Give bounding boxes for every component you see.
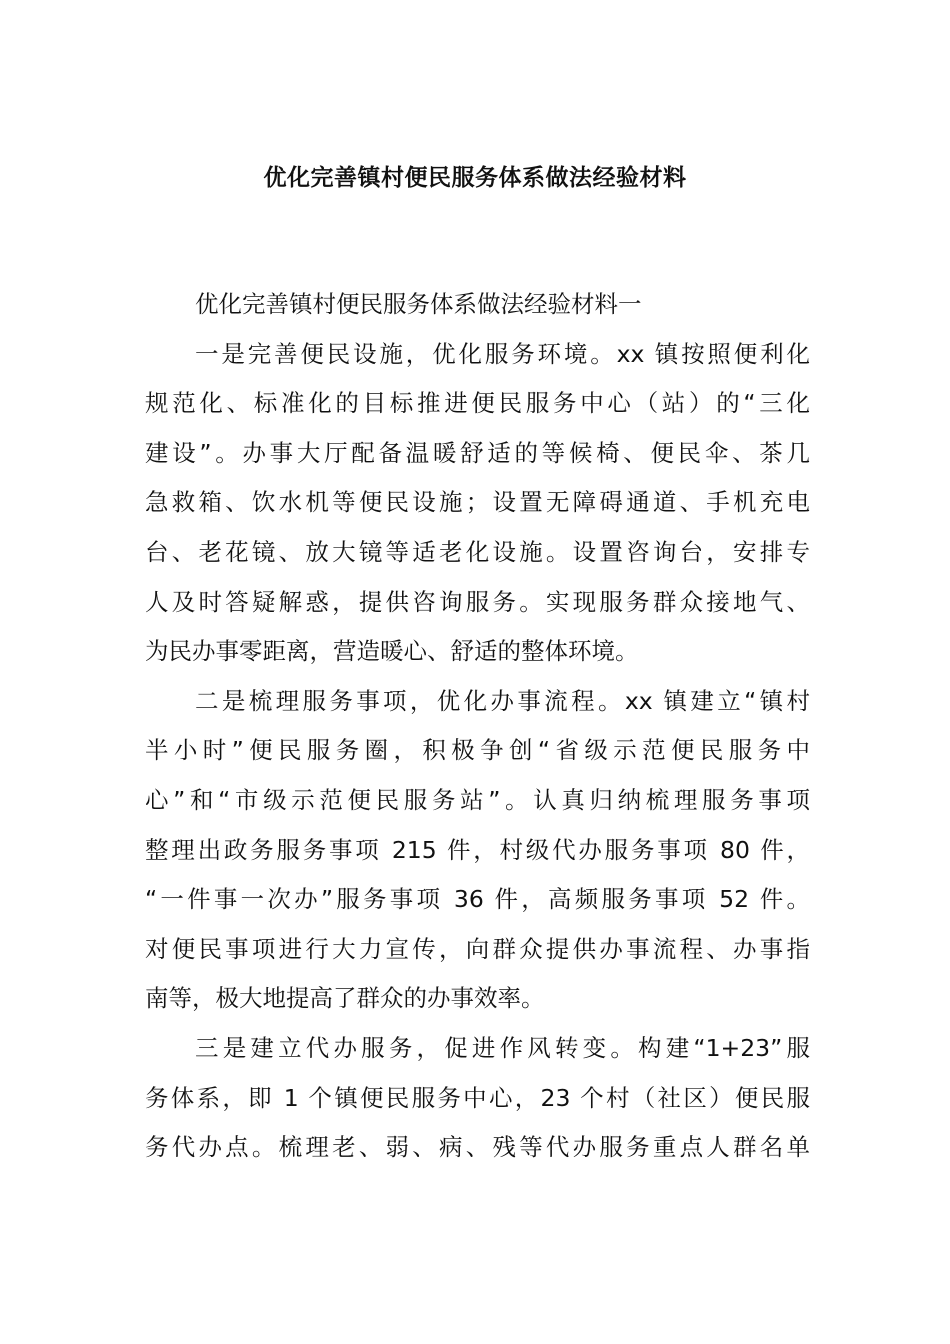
body-line: 建设”。办事大厅配备温暖舒适的等候椅、便民伞、茶几 <box>145 438 810 467</box>
body-line: 南等，极大地提高了群众的办事效率。 <box>145 984 545 1013</box>
body-line: 台、老花镜、放大镜等适老化设施。设置咨询台，安排专 <box>145 537 810 566</box>
body-line: 半小时”便民服务圈，积极争创“省级示范便民服务中 <box>145 736 810 765</box>
body-line: 规范化、标准化的目标推进便民服务中心（站）的“三化 <box>145 389 810 418</box>
body-line: 三是建立代办服务，促进作风转变。构建“1+23”服 <box>195 1033 810 1062</box>
body-line: 优化完善镇村便民服务体系做法经验材料一 <box>195 290 642 318</box>
body-line: 急救箱、饮水机等便民设施；设置无障碍通道、手机充电 <box>145 488 810 517</box>
body-line: 二是梳理服务事项，优化办事流程。xx 镇建立“镇村 <box>195 686 810 715</box>
body-line: 务体系，即 1 个镇便民服务中心，23 个村（社区）便民服 <box>145 1083 810 1112</box>
body-line: 对便民事项进行大力宣传，向群众提供办事流程、办事指 <box>145 934 810 963</box>
body-line: “一件事一次办”服务事项 36 件，高频服务事项 52 件。 <box>145 885 810 914</box>
body-line: 整理出政务服务事项 215 件，村级代办服务事项 80 件， <box>145 835 810 864</box>
body-line: 务代办点。梳理老、弱、病、残等代办服务重点人群名单 <box>145 1133 810 1162</box>
body-line: 一是完善便民设施，优化服务环境。xx 镇按照便利化 <box>195 339 810 368</box>
document-title: 优化完善镇村便民服务体系做法经验材料 <box>263 165 687 191</box>
body-line: 为民办事零距离，营造暖心、舒适的整体环境。 <box>145 637 639 666</box>
document-body <box>145 280 810 1173</box>
body-line: 心”和“市级示范便民服务站”。认真归纳梳理服务事项 <box>145 785 810 814</box>
body-line: 人及时答疑解惑，提供咨询服务。实现服务群众接地气、 <box>145 587 810 616</box>
